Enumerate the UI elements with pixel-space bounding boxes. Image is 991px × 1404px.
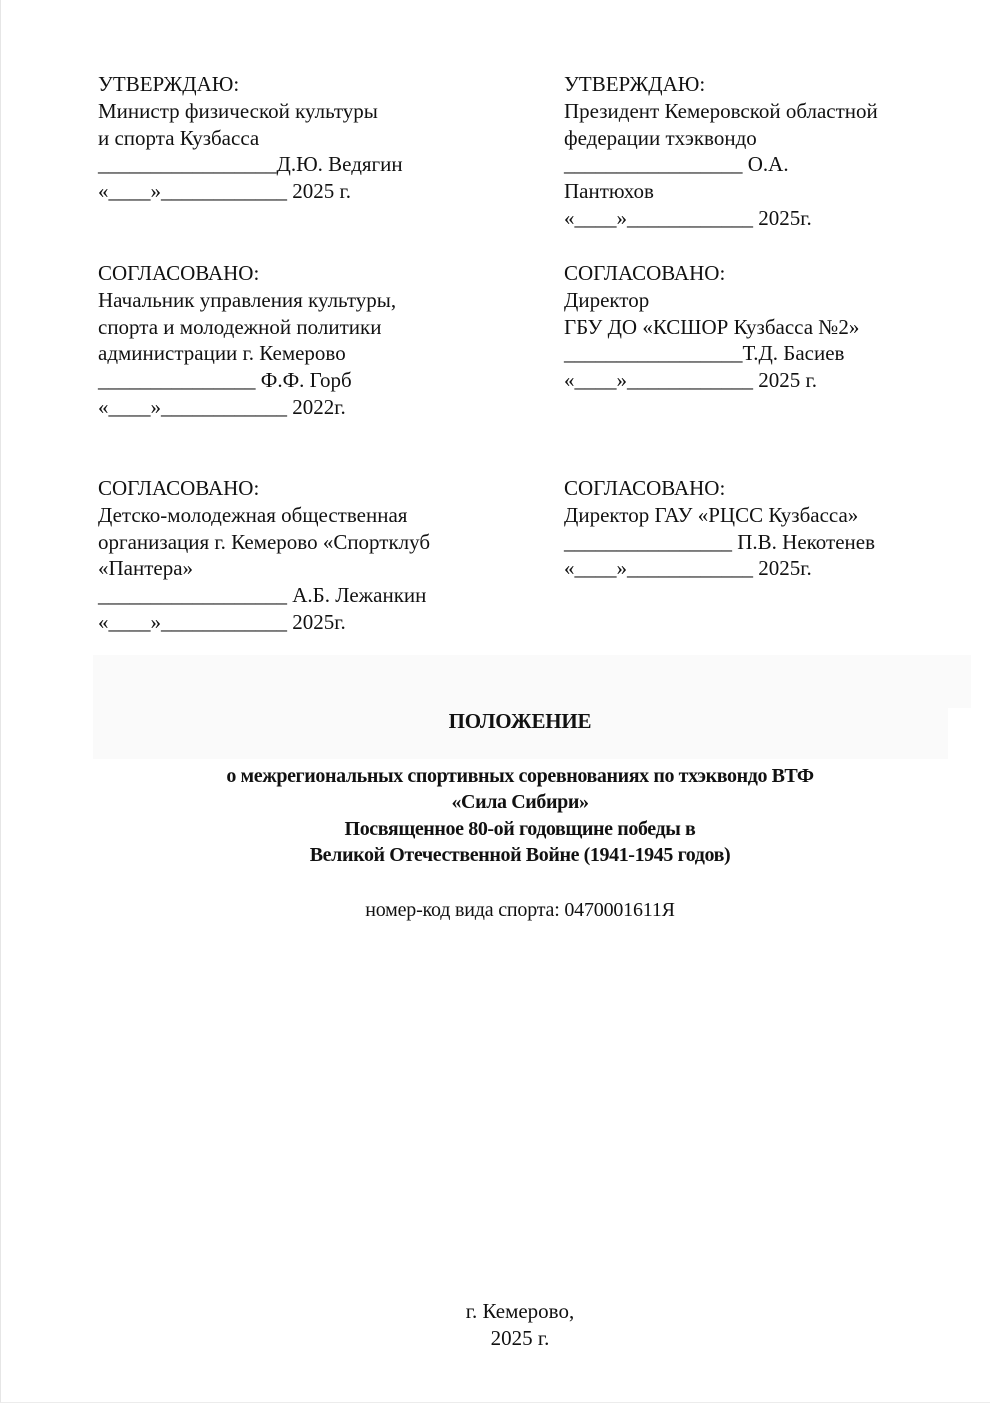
agreement-line: администрации г. Кемерово [98,341,346,366]
signature-line: ________________ П.В. Некотенев [564,529,875,554]
date-line: «____»____________ 2025г. [98,609,346,634]
subtitle-line: о межрегиональных спортивных соревнованиях по тхэквондо ВТФ [226,765,814,787]
footer-place-date [0,1298,991,1352]
agreement-sports-club-block [98,475,430,636]
approval-line: федерации тхэквондо [564,125,757,150]
date-line: «____»____________ 2025 г. [98,179,351,204]
agreement-line: спорта и молодежной политики [98,314,382,339]
agreement-line: Директор [564,287,650,312]
agreement-line: «Пантера» [98,556,194,581]
approval-line: Пантюхов [564,179,654,204]
footer-year: 2025 г. [490,1326,550,1350]
agreement-heading: СОГЛАСОВАНО: [564,476,726,500]
agreement-rtss-director-block [564,475,875,582]
agreement-line: Детско-молодежная общественная [98,502,408,527]
date-line: «____»____________ 2025г. [564,205,812,230]
scan-shade [93,655,971,759]
sport-code: номер-код вида спорта: 0470001611Я [365,899,675,921]
agreement-heading: СОГЛАСОВАНО: [98,261,260,285]
agreement-culture-department-block [98,260,396,421]
agreement-heading: СОГЛАСОВАНО: [98,476,260,500]
signature-line: _________________Д.Ю. Ведягин [98,152,403,177]
subtitle-line: Великой Отечественной Войне (1941-1945 годов) [309,844,731,867]
agreement-heading: СОГЛАСОВАНО: [564,261,726,285]
date-line: «____»____________ 2025г. [564,556,812,581]
agreement-school-director-block [564,260,859,394]
agreement-line: Начальник управления культуры, [98,287,397,312]
approval-president-block [564,71,878,232]
footer-city: г. Кемерово, [465,1299,575,1323]
agreement-line: ГБУ ДО «КСШОР Кузбасса №2» [564,314,860,339]
subtitle-line: Посвященное 80-ой годовщине победы в [344,817,696,840]
signature-line: _______________ Ф.Ф. Горб [98,368,352,393]
document-title: ПОЛОЖЕНИЕ [448,709,592,733]
date-line: «____»____________ 2025 г. [564,368,817,393]
approval-heading: УТВЕРЖДАЮ: [564,72,706,96]
subtitle-line: «Сила Сибири» [451,791,589,814]
approval-line: и спорта Кузбасса [98,125,260,150]
document-subtitle [0,763,991,869]
signature-line: __________________ А.Б. Лежанкин [98,583,427,608]
agreement-line: организация г. Кемерово «Спортклуб [98,529,431,554]
signature-line: _________________ О.А. [564,152,789,177]
agreement-line: Директор ГАУ «РЦСС Кузбасса» [564,502,859,527]
date-line: «____»____________ 2022г. [98,394,346,419]
approval-line: Президент Кемеровской областной [564,98,878,123]
approval-line: Министр физической культуры [98,98,378,123]
approval-minister-block [98,71,403,205]
signature-line: _________________Т.Д. Басиев [564,341,845,366]
approval-heading: УТВЕРЖДАЮ: [98,72,240,96]
